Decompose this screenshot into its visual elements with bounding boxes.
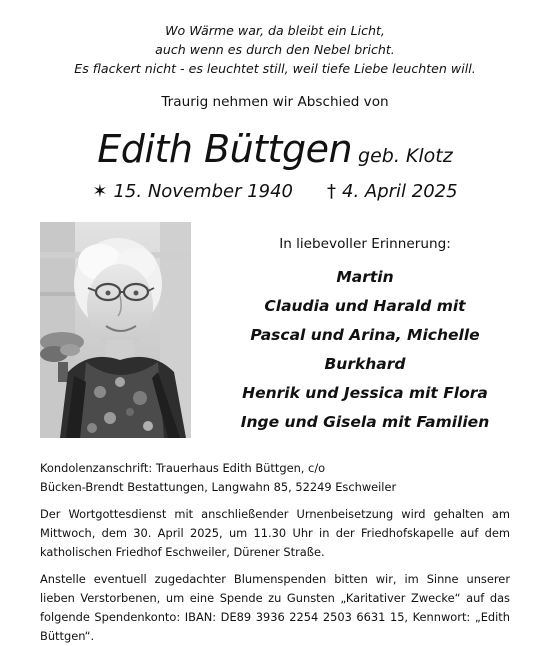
donation-request (40, 570, 510, 646)
mourner-line: Martin (336, 268, 394, 286)
condolence-line-1: Kondolenzanschrift: Trauerhaus Edith Büttgen, c/o (40, 461, 326, 475)
birth-date: 15. November 1940 (113, 181, 294, 202)
death-date: 4. April 2025 (342, 181, 458, 202)
life-dates (20, 181, 530, 202)
death-cross-icon: † (327, 181, 337, 202)
poem-line-1: Wo Wärme war, da bleibt ein Licht, (165, 23, 385, 38)
poem-line-2: auch wenn es durch den Nebel bricht. (155, 42, 395, 57)
memory-label: In liebevoller Erinnerung: (279, 236, 451, 252)
donation-text: Anstelle eventuell zugedachter Blumenspenden bitten wir, im Sinne unserer lieben Verstorbenen, um eine Spende zu Gunsten „Karitativer Zwecke“ auf das folgende Spendenkonto: IBAN: DE89 3936 2254 2503 6631 15, Kennwort: „Edith Büttgen“. (40, 572, 510, 643)
intro-text: Traurig nehmen wir Abschied von (161, 94, 389, 110)
poem (20, 21, 530, 78)
poem-line-3: Es flackert nicht - es leuchtet still, weil tiefe Liebe leuchten will. (74, 61, 476, 76)
portrait-photo (40, 222, 191, 438)
mourner-line: Pascal und Arina, Michelle (250, 326, 480, 344)
mourner-line: Burkhard (324, 355, 406, 373)
condolence-line-2: Bücken-Brendt Bestattungen, Langwahn 85, 52249 Eschweiler (40, 480, 397, 494)
mourners-list (230, 263, 500, 437)
mourner-line: Claudia und Harald mit (264, 297, 466, 315)
mourner-line: Henrik und Jessica mit Flora (242, 384, 488, 402)
maiden-name: geb. Klotz (358, 145, 453, 167)
service-details (40, 505, 510, 562)
birth-star-icon: ✶ (92, 181, 108, 202)
service-text: Der Wortgottesdienst mit anschließender Urnenbeisetzung wird gehalten am Mittwoch, dem 30. April 2025, um 11.30 Uhr in der Friedhofskapelle auf dem katholischen Friedhof Eschweiler, Dürener Straße. (40, 507, 510, 559)
mourner-line: Inge und Gisela mit Familien (240, 413, 490, 431)
deceased-name: Edith Büttgen (97, 127, 353, 171)
condolence-address (40, 459, 510, 497)
deceased-name-line (20, 127, 530, 171)
